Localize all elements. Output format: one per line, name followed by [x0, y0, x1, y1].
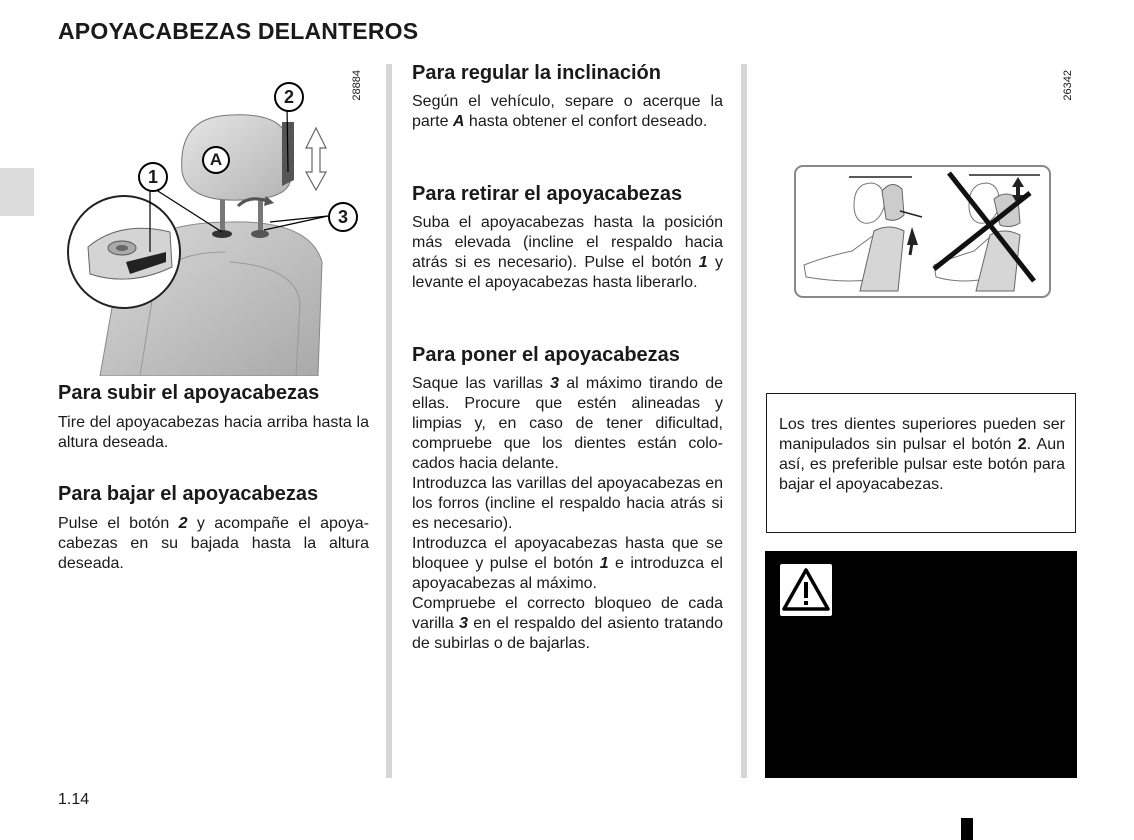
- text-tilt-paragraph: Según el vehículo, separe o acerque la parte A hasta obtener el confort deseado.: [412, 93, 723, 130]
- headrest-drawing: [60, 62, 370, 376]
- page-number: 1.14: [58, 791, 90, 808]
- callout-1: 1: [138, 162, 168, 192]
- note-text: Los tres dientes superiores pueden ser manipulados sin pulsar el botón 2. Aun así, es preferible pulsar este botón para bajar el apoyacabezas.: [779, 416, 1065, 493]
- page-title: APOYACABEZAS DELANTEROS: [58, 18, 419, 44]
- text-remove-paragraph: Suba el apoyacabezas hasta la posición más elevada (incline el respaldo hacia atrás si es necesario). Pulse el botón 1 y levante el apoyacabezas hasta liberarlo.: [412, 214, 723, 291]
- callout-3: 3: [328, 202, 358, 232]
- warning-box: [765, 551, 1077, 778]
- warning-triangle-icon: [779, 563, 833, 617]
- text-lower-paragraph: Pulse el botón 2 y acompañe el apoyacabezas en su bajada hasta la altura deseada.: [58, 515, 369, 572]
- text-lower: [58, 514, 369, 574]
- text-tilt: [412, 92, 723, 132]
- install-step-4: Compruebe el correcto bloqueo de cada varilla 3 en el respaldo del asiento tratando de subirlas o de bajarlas.: [412, 595, 723, 652]
- text-install: [412, 374, 723, 654]
- text-raise: [58, 413, 369, 453]
- heading-raise: Para subir el apoyacabezas: [58, 382, 320, 404]
- heading-install: Para poner el apoyacabezas: [412, 344, 680, 366]
- callout-2: 2: [274, 82, 304, 112]
- page-corner-mark: [961, 818, 973, 840]
- heading-tilt: Para regular la inclinación: [412, 62, 661, 84]
- note-box: [766, 393, 1076, 533]
- heading-remove: Para retirar el apoyacabezas: [412, 183, 683, 205]
- headrest-position-diagram: [794, 165, 1052, 299]
- headrest-position-drawing: [794, 165, 1052, 299]
- headrest-illustration: [60, 62, 370, 376]
- column-divider-left: [386, 64, 392, 778]
- text-remove: [412, 213, 723, 293]
- install-step-3: Introduzca el apoyacabezas hasta que se bloquee y pulse el botón 1 e introduzca el apoyacabezas al máximo.: [412, 535, 723, 592]
- callout-a: A: [202, 146, 230, 174]
- install-step-1: Saque las varillas 3 al máximo tirando de ellas. Procure que estén alineadas y limpias y, en caso de tener dificultad, compruebe que los dientes están colocados hacia delante.: [412, 375, 723, 472]
- heading-lower: Para bajar el apoyacabezas: [58, 483, 319, 505]
- section-tab-marker: [0, 168, 34, 216]
- column-divider-right: [741, 64, 747, 778]
- install-step-2: Introduzca las varillas del apoyacabezas en los forros (incline el respaldo hacia atrás si es necesario).: [412, 475, 723, 532]
- figure-code-left: 28884: [351, 70, 363, 101]
- figure-code-right: 26342: [1062, 70, 1074, 101]
- text-raise-paragraph: Tire del apoyacabezas hacia arriba hasta la altura deseada.: [58, 414, 369, 451]
